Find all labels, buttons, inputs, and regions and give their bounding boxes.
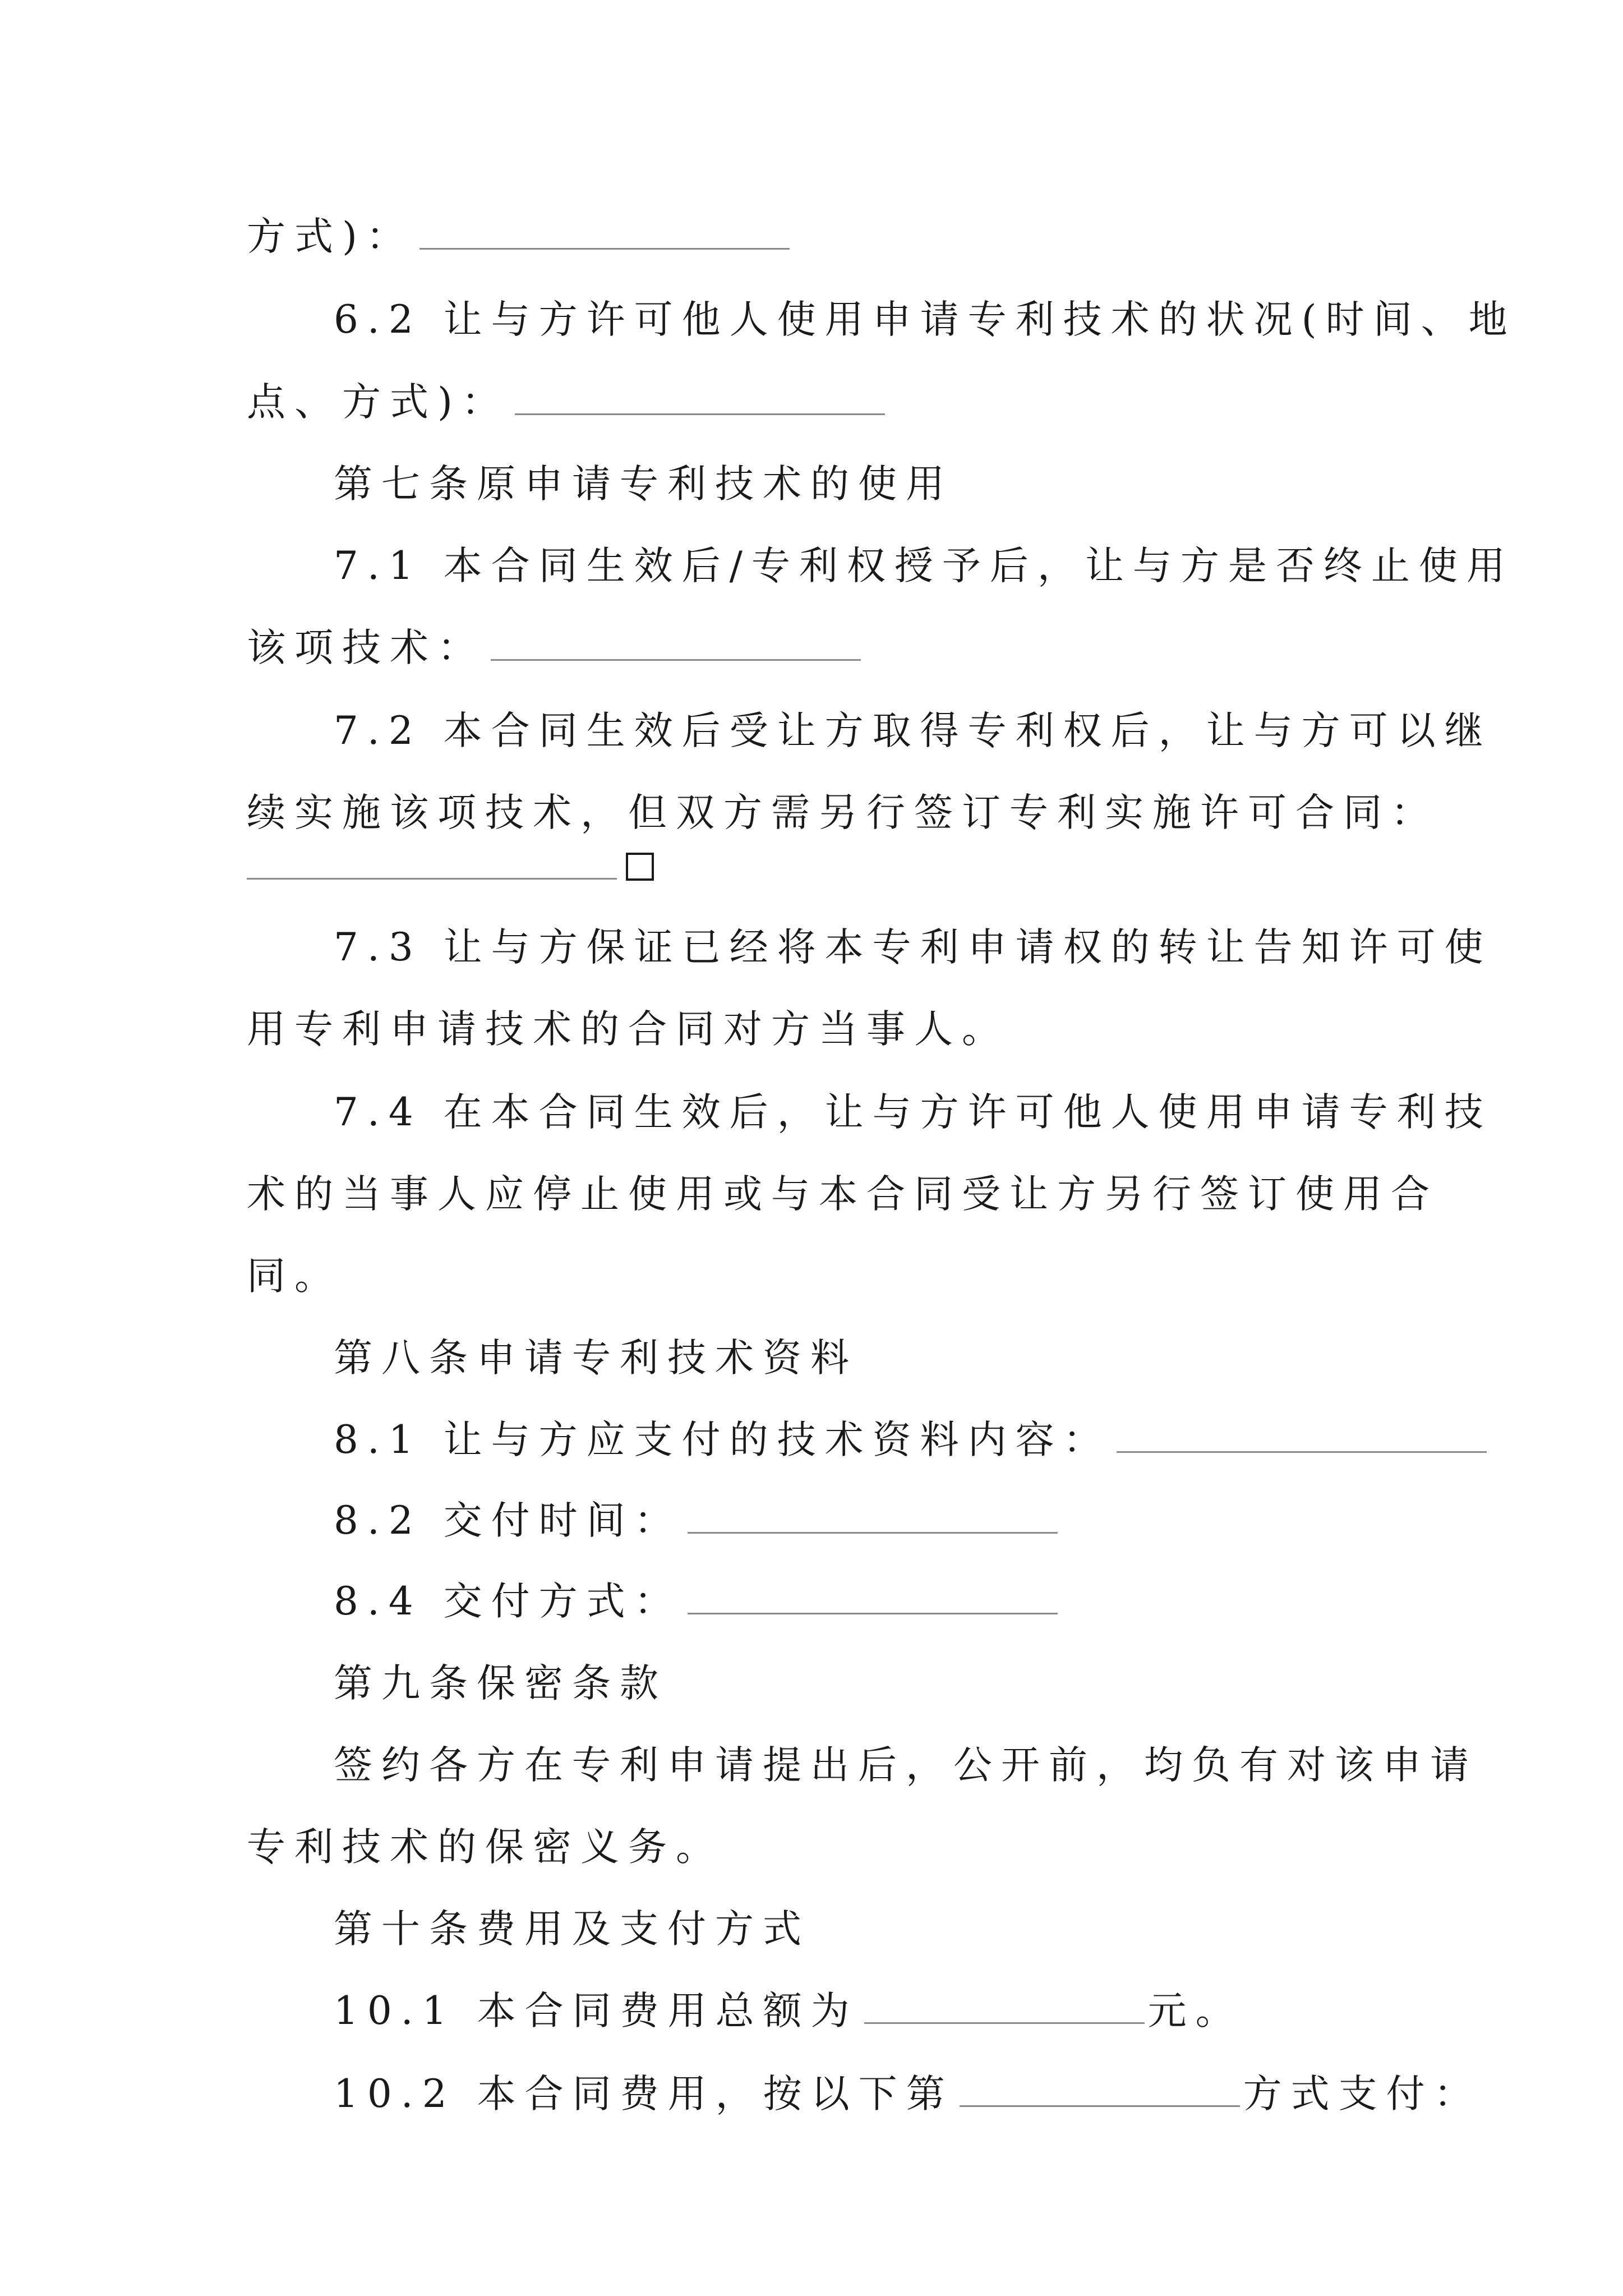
line-text: 用专利申请技术的合同对方当事人。 (247, 1007, 1009, 1052)
text-line (334, 2069, 1482, 2119)
line-text: 10.1 本合同费用总额为 (334, 1989, 859, 2033)
text-line (247, 841, 654, 892)
fill-in-blank[interactable] (688, 1531, 1058, 1534)
text-line (247, 1251, 342, 1301)
line-text: 7.4 在本合同生效后，让与方许可他人使用申请专利技 (334, 1090, 1492, 1135)
fill-in-blank[interactable] (491, 659, 861, 661)
section-heading (334, 1333, 858, 1383)
fill-in-blank[interactable] (960, 2105, 1240, 2107)
text-line (247, 211, 793, 262)
line-text: 7.1 本合同生效后/专利权授予后，让与方是否终止使用 (334, 544, 1514, 588)
fill-in-blank[interactable] (688, 1612, 1058, 1614)
text-line (247, 1822, 723, 1872)
line-text: 8.4 交付方式： (334, 1579, 682, 1624)
line-text: 8.1 让与方应支付的技术资料内容： (334, 1418, 1111, 1462)
line-text: 第九条保密条款 (334, 1661, 667, 1706)
fill-in-blank[interactable] (864, 2022, 1145, 2024)
line-text: 签约各方在专利申请提出后，公开前，均负有对该申请 (334, 1743, 1478, 1788)
line-text: 8.2 交付时间： (334, 1498, 682, 1543)
line-text: 点、方式)： (247, 380, 509, 425)
section-heading (334, 1658, 667, 1709)
line-text: 第七条原申请专利技术的使用 (334, 462, 953, 507)
line-text: 术的当事人应停止使用或与本合同受让方另行签订使用合 (247, 1172, 1438, 1217)
text-line (247, 1004, 1009, 1055)
line-text: 该项技术： (247, 625, 485, 670)
line-suffix: 方式支付： (1243, 2072, 1482, 2116)
text-line (247, 788, 1438, 838)
line-text: 第十条费用及支付方式 (334, 1907, 810, 1952)
text-line (247, 377, 888, 427)
line-text: 6.2 让与方许可他人使用申请专利技术的状况(时间、地 (334, 297, 1516, 342)
fill-in-blank[interactable] (515, 413, 885, 415)
text-line (334, 295, 1516, 345)
text-line (334, 541, 1514, 591)
text-line (334, 1087, 1492, 1138)
text-line (334, 1740, 1478, 1791)
line-text: 专利技术的保密义务。 (247, 1825, 723, 1870)
text-line (334, 1415, 1490, 1465)
fill-in-blank[interactable] (247, 877, 617, 880)
line-text: 7.3 让与方保证已经将本专利申请权的转让告知许可使 (334, 925, 1492, 970)
line-suffix: 元。 (1147, 1989, 1243, 2033)
text-line (334, 1496, 1061, 1546)
fill-in-blank[interactable] (419, 247, 790, 250)
text-line (247, 623, 864, 673)
line-text: 续实施该项技术，但双方需另行签订专利实施许可合同： (247, 790, 1438, 835)
text-line (334, 922, 1492, 973)
line-text: 方式)： (247, 214, 414, 259)
checkbox[interactable] (626, 853, 654, 881)
line-text: 10.2 本合同费用，按以下第 (334, 2072, 954, 2116)
fill-in-blank[interactable] (1117, 1451, 1487, 1453)
text-line (334, 706, 1492, 756)
line-text: 7.2 本合同生效后受让方取得专利权后，让与方可以继 (334, 708, 1492, 753)
line-text: 同。 (247, 1254, 342, 1299)
section-heading (334, 459, 953, 509)
line-text: 第八条申请专利技术资料 (334, 1336, 858, 1381)
text-line (247, 1169, 1438, 1220)
text-line (334, 1986, 1243, 2036)
section-heading (334, 1904, 810, 1954)
text-line (334, 1576, 1061, 1627)
